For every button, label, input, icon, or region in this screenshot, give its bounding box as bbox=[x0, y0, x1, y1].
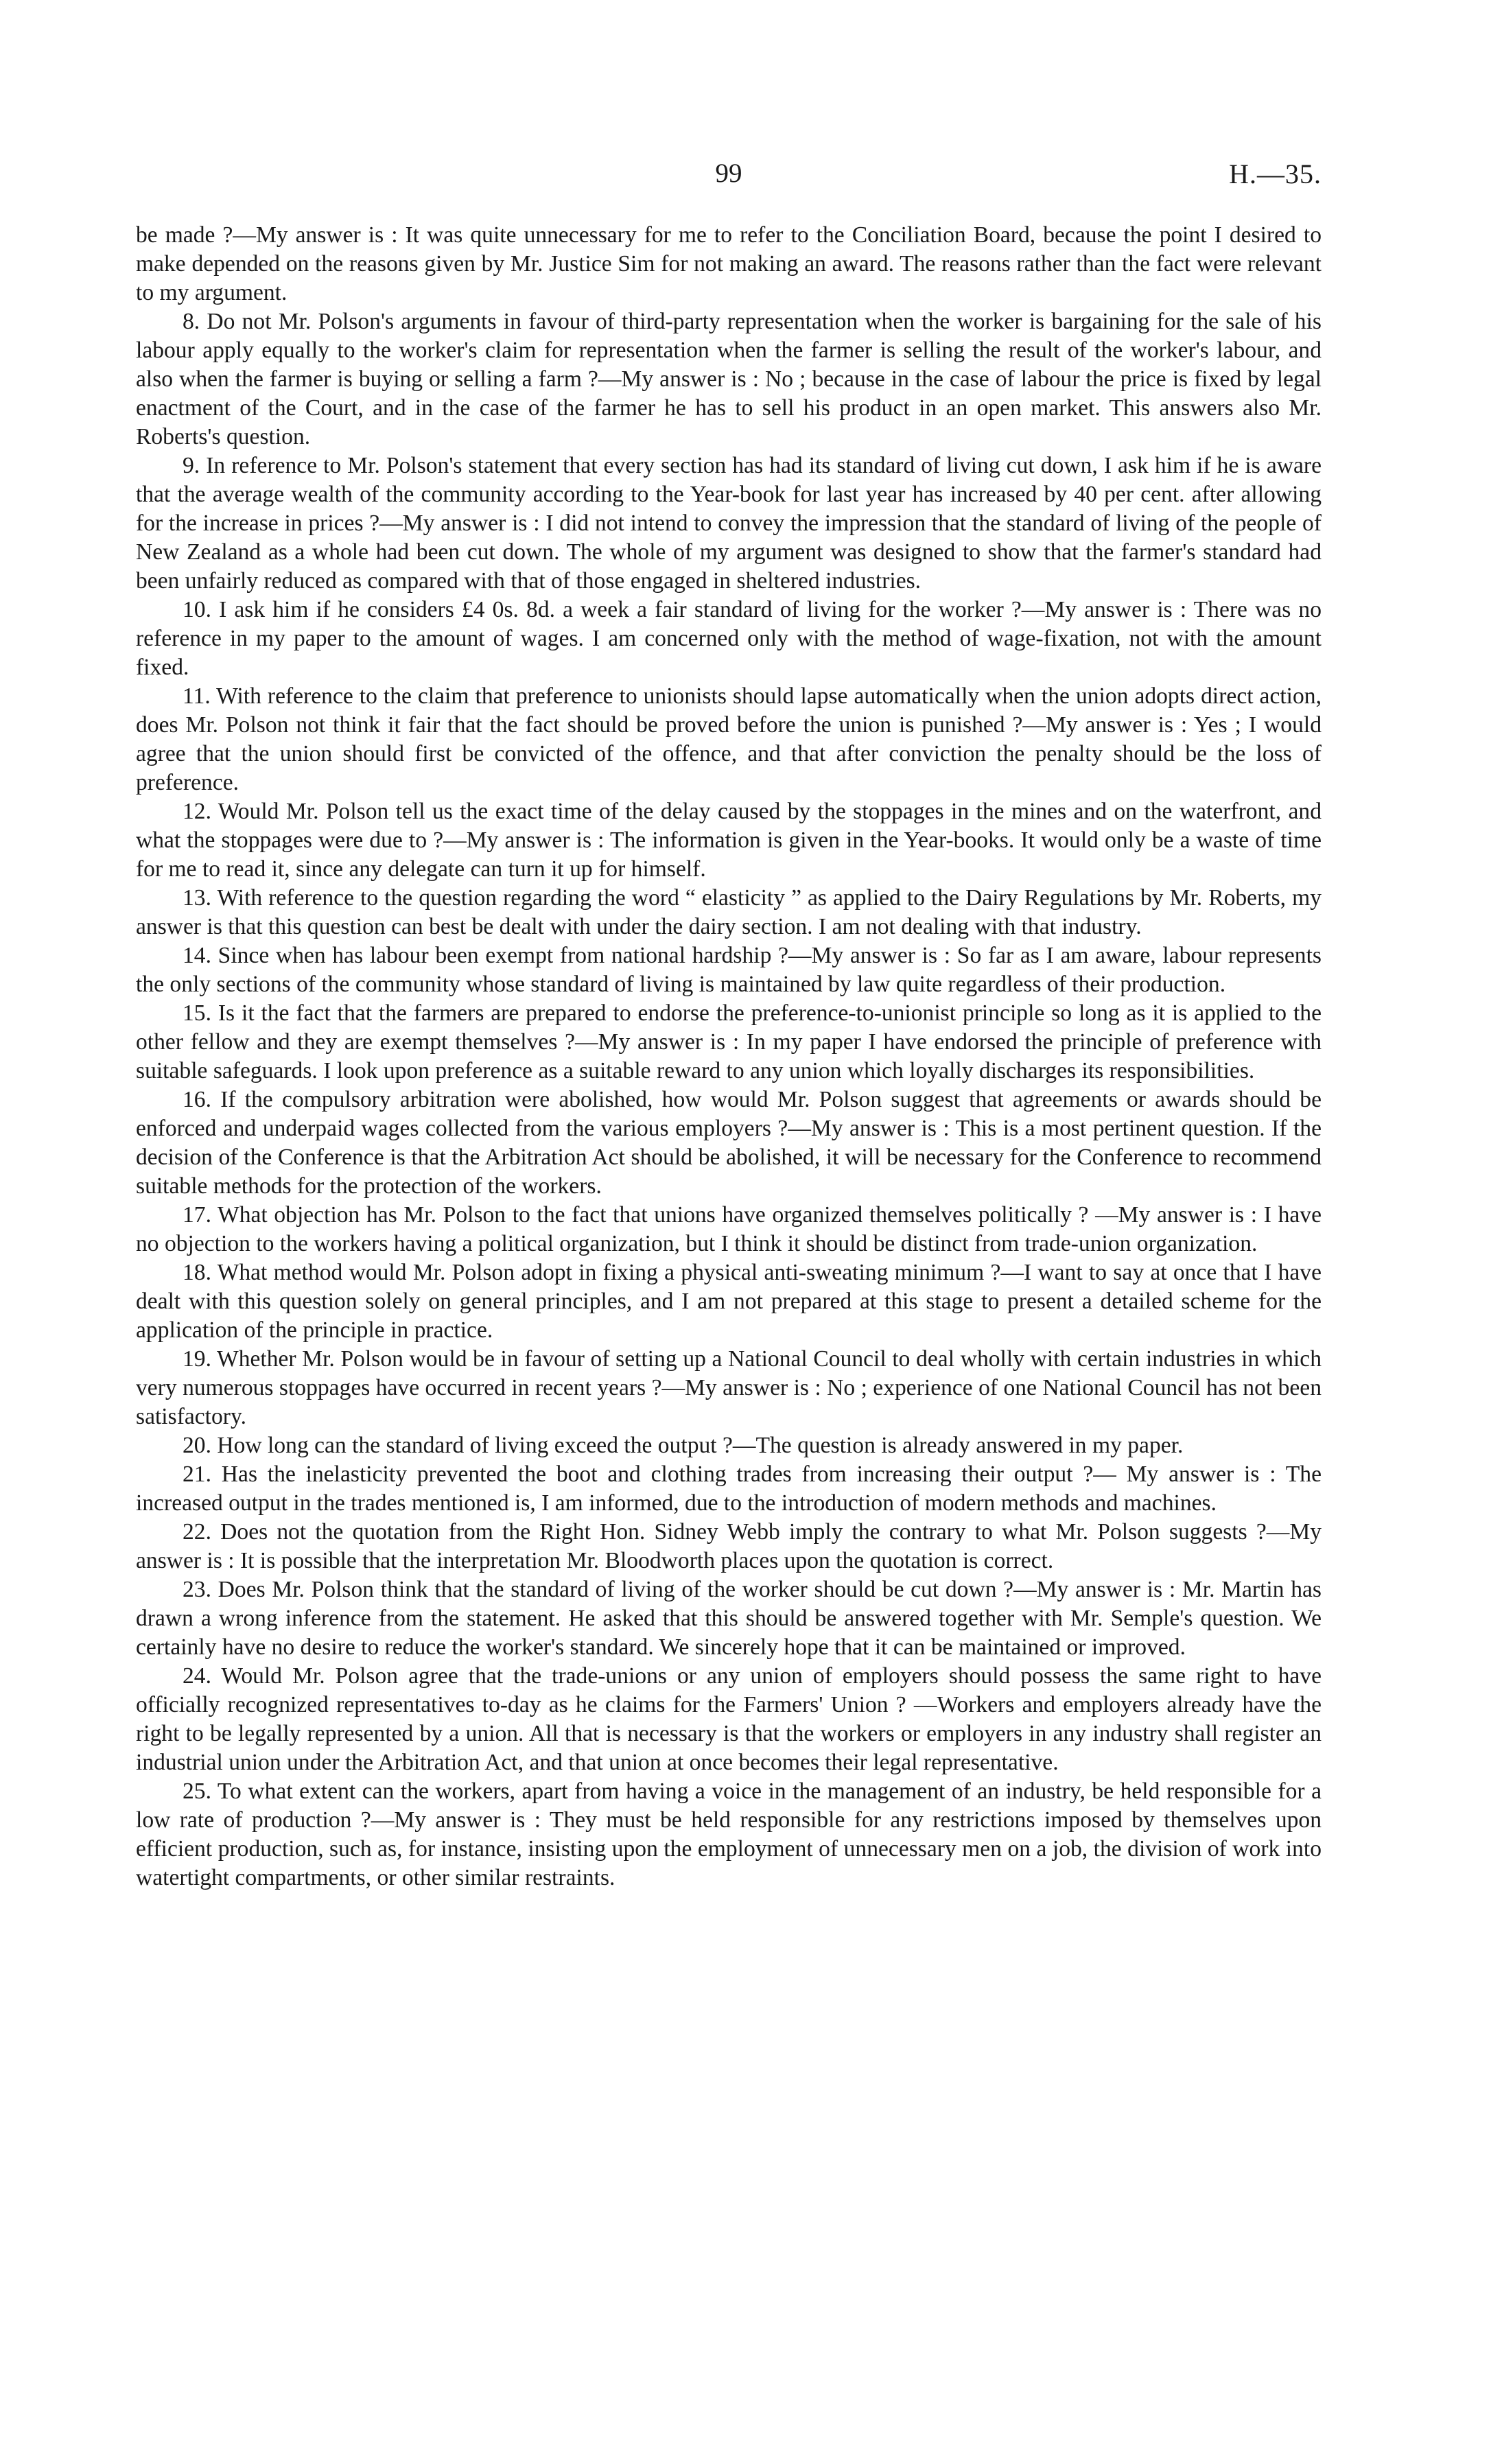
paragraph-question-16: 16. If the compulsory arbitration were abolished, how would Mr. Polson suggest that agreements or awards should be enforced and underpaid wages collected from the various employers ?—My answer is : This is a most pertinent question. If the decision of the Conference is that the Arbitration Act should be abolished, it will be necessary for the Conference to recommend suitable methods for the protection of the workers. bbox=[136, 1087, 1322, 1199]
paragraph-question-21: 21. Has the inelasticity prevented the boot and clothing trades from increasing their output ?— My answer is : The increased output in the trades mentioned is, I am informed, due to the introduction of modern methods and machines. bbox=[136, 1462, 1322, 1516]
paragraph-question-24: 24. Would Mr. Polson agree that the trade-unions or any union of employers should possess the same right to have officially recognized representatives to-day as he claims for the Farmers' Union ? —Workers and employers already have the right to be legally represented by a union. All that is necessary is that the workers or employers in any industry shall register an industrial union under the Arbitration Act, and that union at once becomes their legal representative. bbox=[136, 1663, 1322, 1775]
paragraph-question-23: 23. Does Mr. Polson think that the standard of living of the worker should be cut down ?—My answer is : Mr. Martin has drawn a wrong inference from the statement. He asked that this should be answered together with Mr. Semple's question. We certainly have no desire to reduce the worker's standard. We sincerely hope that it can be maintained or improved. bbox=[136, 1577, 1322, 1660]
paragraph-question-15: 15. Is it the fact that the farmers are prepared to endorse the preference-to-unionist principle so long as it is applied to the other fellow and they are exempt themselves ?—My answer is : In my paper I have endorsed the principle of preference with suitable safeguards. I look upon preference as a suitable reward to any union which loyally discharges its responsibilities. bbox=[136, 1000, 1322, 1083]
paragraph-question-19: 19. Whether Mr. Polson would be in favour of setting up a National Council to deal wholly with certain industries in which very numerous stoppages have occurred in recent years ?—My answer is : No ; experience of one National Council has not been satisfactory. bbox=[136, 1346, 1322, 1429]
paragraph-question-17: 17. What objection has Mr. Polson to the fact that unions have organized themselves politically ? —My answer is : I have no objection to the workers having a political organization, but I think it should be distinct from trade-union organization. bbox=[136, 1202, 1322, 1256]
paragraph-question-22: 22. Does not the quotation from the Right Hon. Sidney Webb imply the contrary to what Mr. Polson suggests ?—My answer is : It is possible that the interpretation Mr. Bloodworth places upon the quotation is correct. bbox=[136, 1519, 1322, 1573]
paragraph-question-20: 20. How long can the standard of living exceed the output ?—The question is already answered in my paper. bbox=[183, 1433, 1184, 1458]
paragraph-question-12: 12. Would Mr. Polson tell us the exact time of the delay caused by the stoppages in the mines and on the waterfront, and what the stoppages were due to ?—My answer is : The information is given in the Year-books. It would only be a waste of time for me to read it, since any delegate can turn it up for himself. bbox=[136, 799, 1322, 882]
page-header bbox=[136, 158, 1322, 221]
paragraph-question-11: 11. With reference to the claim that preference to unionists should lapse automatically when the union adopts direct action, does Mr. Polson not think it fair that the fact should be proved before the union is punished ?—My answer is : Yes ; I would agree that the union should first be convicted of the offence, and that after conviction the penalty should be the loss of preference. bbox=[136, 683, 1322, 795]
paragraph-question-25: 25. To what extent can the workers, apart from having a voice in the management of an industry, be held responsible for a low rate of production ?—My answer is : They must be held responsible for any restrictions imposed by themselves upon efficient production, such as, for instance, insisting upon the employment of unnecessary men on a job, the division of work into watertight compartments, or other similar restraints. bbox=[136, 1779, 1322, 1890]
document-page bbox=[136, 158, 1322, 1892]
paragraph-question-18: 18. What method would Mr. Polson adopt in fixing a physical anti-sweating minimum ?—I want to say at once that I have dealt with this question solely on general principles, and I am not prepared at this stage to present a detailed scheme for the application of the principle in practice. bbox=[136, 1260, 1322, 1343]
paragraph-question-13: 13. With reference to the question regarding the word “ elasticity ” as applied to the Dairy Regulations by Mr. Roberts, my answer is that this question can best be dealt with under the dairy section. I am not dealing with that industry. bbox=[136, 885, 1322, 939]
paragraph-question-14: 14. Since when has labour been exempt from national hardship ?—My answer is : So far as I am aware, labour represents the only sections of the community whose standard of living is maintained by law quite regardless of their production. bbox=[136, 943, 1322, 997]
paragraph-question-10: 10. I ask him if he considers £4 0s. 8d. a week a fair standard of living for the worker ?—My answer is : There was no reference in my paper to the amount of wages. I am concerned only with the method of wage-fixation, not with the amount fixed. bbox=[136, 597, 1322, 680]
paragraph-question-9: 9. In reference to Mr. Polson's statement that every section has had its standard of living cut down, I ask him if he is aware that the average wealth of the community according to the Year-book for last year has increased by 40 per cent. after allowing for the increase in prices ?—My answer is : I did not intend to convey the impression that the standard of living of the people of New Zealand as a whole had been cut down. The whole of my argument was designed to show that the farmer's standard had been unfairly reduced as compared with that of those engaged in sheltered industries. bbox=[136, 453, 1322, 594]
body-text bbox=[136, 221, 1322, 1892]
page-number: 99 bbox=[715, 159, 742, 188]
paragraph-question-8: 8. Do not Mr. Polson's arguments in favour of third-party representation when the worker is bargaining for the sale of his labour apply equally to the worker's claim for representation when the farmer is selling the result of the worker's labour, and also when the farmer is buying or selling a farm ?—My answer is : No ; because in the case of labour the price is fixed by legal enactment of the Court, and in the case of the farmer he has to sell his product in an open market. This answers also Mr. Roberts's question. bbox=[136, 309, 1322, 449]
paragraph-continuation: be made ?—My answer is : It was quite unnecessary for me to refer to the Conciliation Board, because the point I desired to make depended on the reasons given by Mr. Justice Sim for not making an award. The reasons rather than the fact were relevant to my argument. bbox=[136, 222, 1322, 305]
document-reference: H.—35. bbox=[1229, 159, 1322, 189]
